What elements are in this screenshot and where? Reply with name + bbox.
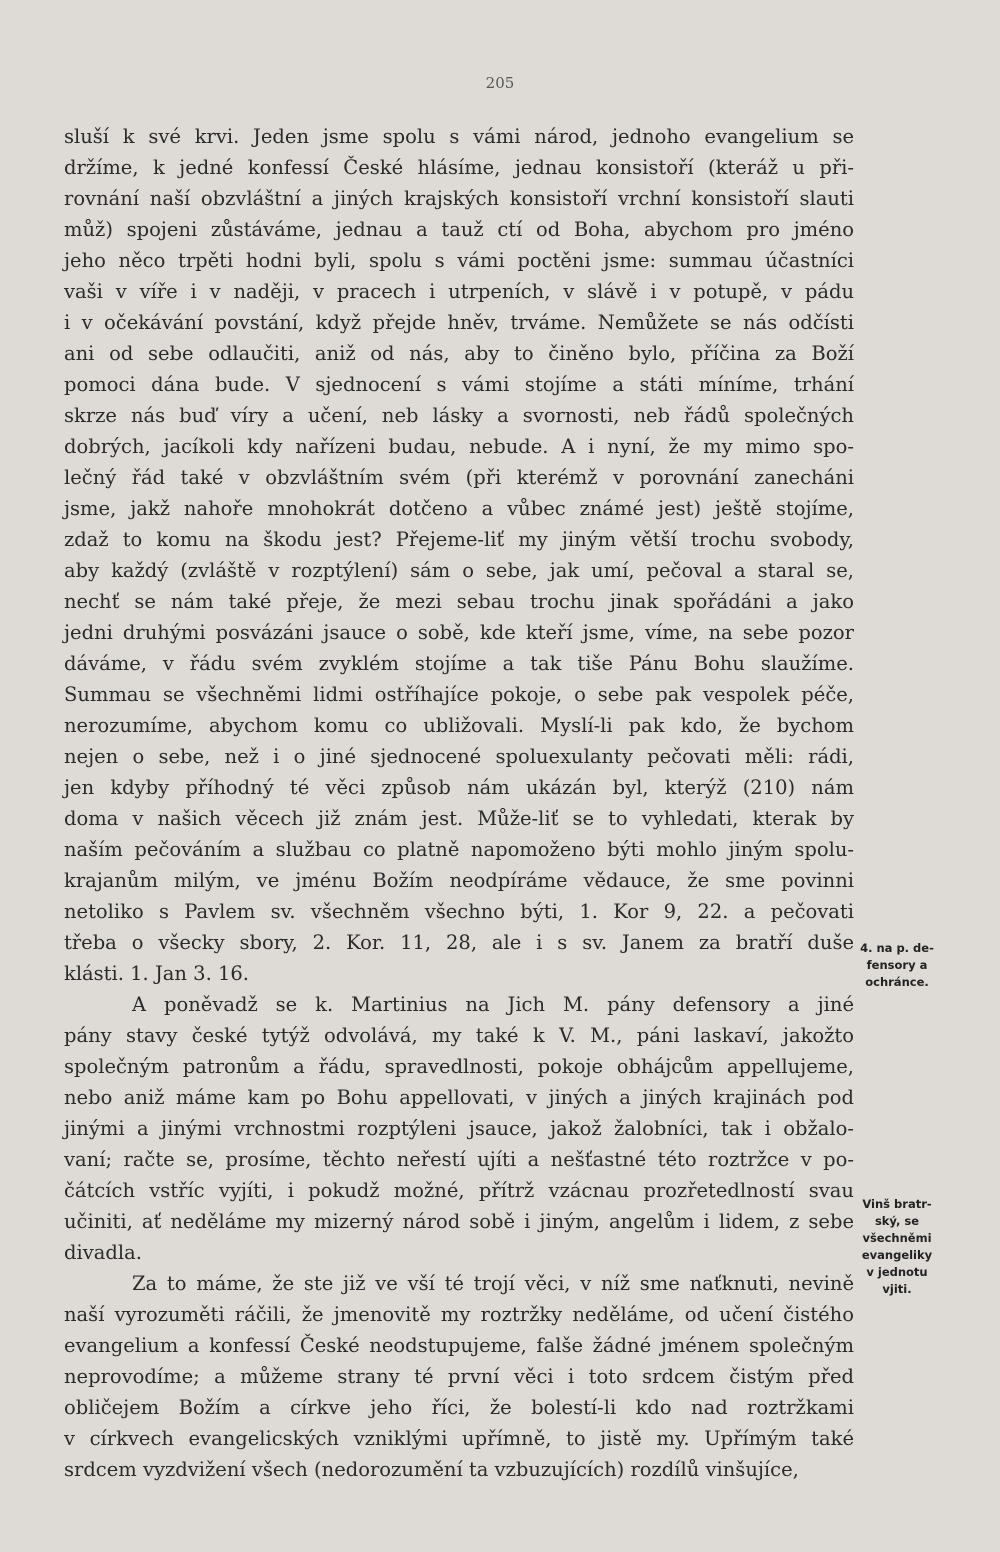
margin-note-line: 4. na p. de-	[860, 941, 934, 955]
text-line: jinými a jinými vrchnostmi rozptýleni jsauce, jakož žalobníci, tak i obžalo-	[64, 1117, 854, 1140]
margin-note-vins	[854, 1196, 940, 1298]
text-line: srdcem vyzdvižení všech (nedorozumění ta vzbuzujících) rozdílů vinšujíce,	[64, 1458, 799, 1481]
text-line: nejen o sebe, než i o jiné sjednocené spoluexulanty pečovati měli: rádi,	[64, 745, 854, 768]
text-line: rovnání naší obzvláštní a jiných krajských konsistoří vrchní konsistoří slauti	[64, 187, 854, 210]
text-line: pomoci dána bude. V sjednocení s vámi stojíme a státi míníme, trhání	[64, 373, 854, 396]
text-line: můž) spojeni zůstáváme, jednau a tauž ctí od Boha, abychom pro jméno	[64, 218, 854, 241]
text-line: sluší k své krvi. Jeden jsme spolu s vámi národ, jednoho evangelium se	[64, 125, 854, 148]
text-line: evangelium a konfessí České neodstupujeme, falše žádné jménem společným	[64, 1334, 854, 1357]
margin-note-line: všechněmi	[862, 1231, 932, 1245]
margin-note-line: ský, se	[874, 1214, 920, 1228]
paragraph-3	[64, 1268, 854, 1485]
text-line: pány stavy české tytýž odvolává, my také k V. M., páni laskaví, jakožto	[64, 1024, 854, 1047]
margin-note-line: v jednotu	[866, 1265, 928, 1279]
text-line: společným patronům a řádu, spravedlnosti, pokoje obhájcům appellujeme,	[64, 1055, 854, 1078]
text-line: dáváme, v řádu svém zvyklém stojíme a tak tiše Pánu Bohu slaužíme.	[64, 652, 854, 675]
text-line: obličejem Božím a církve jeho říci, že bolestí-li kdo nad roztržkami	[64, 1396, 854, 1419]
text-line: divadla.	[64, 1241, 142, 1264]
text-line: aby každý (zvláště v rozptýlení) sám o sebe, jak umí, pečoval a staral se,	[64, 559, 854, 582]
margin-note-line: evangeliky	[861, 1248, 933, 1262]
text-line: naší vyrozuměti ráčili, že jmenovitě my roztržky neděláme, od učení čistého	[64, 1303, 854, 1326]
text-line: A poněvadž se k. Martinius na Jich M. pány defensory a jiné	[132, 993, 854, 1016]
text-line: nechť se nám také přeje, že mezi sebau trochu jinak spořádáni a jako	[64, 590, 854, 613]
text-line: jeho něco trpěti hodni byli, spolu s vámi poctěni jsme: summau účastníci	[64, 249, 854, 272]
margin-note-defensory	[854, 940, 940, 991]
text-line: vaní; račte se, prosíme, těchto neřestí ujíti a nešťastné této roztržce v po-	[64, 1148, 854, 1171]
text-line: učiniti, ať neděláme my mizerný národ sobě i jiným, angelům i lidem, z sebe	[64, 1210, 854, 1233]
margin-note-line: vjiti.	[882, 1282, 912, 1296]
margin-note-line: ochránce.	[865, 975, 929, 989]
text-line: vaši v víře i v naději, v pracech i utrpeních, v slávě i v potupě, v pádu	[64, 280, 854, 303]
text-line: jedni druhými posvázáni jsauce o sobě, kde kteří jsme, víme, na sebe pozor	[64, 621, 854, 644]
text-line: jen kdyby příhodný té věci způsob nám ukázán byl, kterýž (210) nám	[64, 776, 854, 799]
text-line: klásti. 1. Jan 3. 16.	[64, 962, 249, 985]
text-line: Summau se všechněmi lidmi ostříhajíce pokoje, o sebe pak vespolek péče,	[64, 683, 854, 706]
margin-note-line: fensory a	[866, 958, 928, 972]
text-line: nerozumíme, abychom komu co ubližovali. Myslí-li pak kdo, že bychom	[64, 714, 854, 737]
text-line: nebo aniž máme kam po Bohu appellovati, v jiných a jiných krajinách pod	[64, 1086, 854, 1109]
page-number: 205	[485, 74, 515, 92]
paragraph-2	[64, 989, 854, 1268]
text-line: čátcích vstříc vyjíti, i pokudž možné, přítrž vzácnau prozřetedlností svau	[64, 1179, 854, 1202]
text-line: neprovodíme; a můžeme strany té první věci i toto srdcem čistým před	[64, 1365, 854, 1388]
text-line: doma v našich věcech již znám jest. Může-liť se to vyhledati, kterak by	[64, 807, 854, 830]
text-line: i v očekávání povstání, když přejde hněv, trváme. Nemůžete se nás odčísti	[64, 311, 854, 334]
text-line: jsme, jakž nahoře mnohokrát dotčeno a vůbec známé jest) ještě stojíme,	[64, 497, 854, 520]
text-line: zdaž to komu na škodu jest? Přejeme-liť my jiným větší trochu svobody,	[64, 528, 854, 551]
text-line: držíme, k jedné konfessí České hlásíme, jednau konsistoří (kteráž u při-	[64, 156, 854, 179]
text-line: v církvech evangelicských vzniklými upřímně, to jistě my. Upřímým také	[64, 1427, 854, 1450]
text-line: netoliko s Pavlem sv. všechněm všechno býti, 1. Kor 9, 22. a pečovati	[64, 900, 854, 923]
text-line: skrze nás buď víry a učení, neb lásky a svornosti, neb řádů společných	[64, 404, 854, 427]
text-line: lečný řád také v obzvláštním svém (při kterémž v porovnání zanecháni	[64, 466, 854, 489]
text-line: třeba o všecky sbory, 2. Kor. 11, 28, ale i s sv. Janem za bratří duše	[64, 931, 854, 954]
text-line: dobrých, jacíkoli kdy nařízeni budau, nebude. A i nyní, že my mimo spo-	[64, 435, 854, 458]
text-line: krajanům milým, ve jménu Božím neodpíráme vědauce, že sme povinni	[64, 869, 854, 892]
margin-note-line: Vinš bratr-	[862, 1197, 932, 1211]
text-line: naším pečováním a službau co platně napomoženo býti mohlo jiným spolu-	[64, 838, 854, 861]
body-text	[64, 121, 854, 1485]
text-line: ani od sebe odlaučiti, aniž od nás, aby to činěno bylo, příčina za Boží	[64, 342, 854, 365]
paragraph-1	[64, 121, 854, 989]
text-line: Za to máme, že ste již ve vší té trojí věci, v níž sme naťknuti, nevině	[132, 1272, 854, 1295]
